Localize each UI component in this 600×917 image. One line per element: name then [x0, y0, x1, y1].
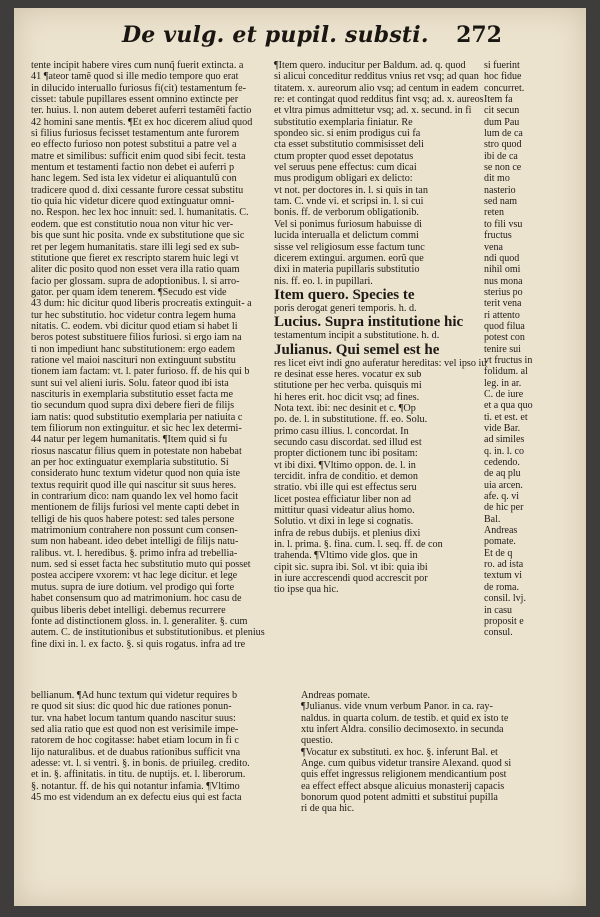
text-line: si alicui conceditur redditus vnius ret vsq; ad quan	[274, 71, 479, 83]
marginal-notes-column	[484, 60, 576, 720]
text-line: ret per legem humanitatis. stare illi legi sed ex sub-	[31, 241, 240, 253]
bottom-column-right	[301, 690, 576, 815]
text-line: vide Bar.	[484, 423, 521, 434]
text-line: Item fa	[484, 94, 513, 106]
text-line: in contrarium dico: nam quando lex vel homo facit	[31, 491, 239, 503]
text-line: ti non impediunt hanc substitutionem: ergo eadem	[31, 343, 236, 355]
text-line: eo effecto furioso non potest substitui a patre vel a	[31, 139, 237, 151]
text-line: proposit e	[484, 615, 524, 627]
text-line: hoc fidue	[484, 71, 522, 83]
text-line: mittitur quasi videatur alius homo.	[274, 505, 415, 517]
text-line: Vel si ponimus furiosum habuisse di	[274, 218, 422, 230]
text-line: pomate.	[484, 536, 516, 548]
text-line: lucida interualla et delictum commi	[274, 230, 419, 242]
text-line: Et de q	[484, 547, 513, 559]
text-line: dixi in materia pupillaris substitutio	[274, 264, 420, 276]
text-line: ratorem de hoc cogitasse: habet etiam locum in fi c	[31, 735, 239, 747]
text-line: et vltra pimus admittetur vsq; ad. x. secund. in fi	[274, 105, 472, 117]
text-line: no. Respon. hec lex hoc innuit: sed. l. humanitatis. C.	[31, 207, 249, 219]
text-line: tur. vna habet locum tantum quando nascitur suus:	[31, 712, 236, 724]
text-line: an per hoc extinguatur exemplaria substitutio. Si	[31, 457, 229, 469]
text-line: tam. C. vnde vi. et scripsi in. l. si cui	[274, 196, 424, 208]
text-line: ctum propter quod esset depotatus	[274, 150, 414, 162]
text-line: xtu infert Aldra. consilio decimosexto. in secunda	[301, 724, 504, 736]
text-line: sed alia ratio que est quod non est verisimile impe-	[31, 724, 239, 736]
book-page	[14, 8, 586, 906]
text-line: secundo casu discordat. sed illud est	[274, 436, 422, 448]
text-line: titatem. x. aureorum alio vsq; ad centum in eadem	[274, 82, 479, 94]
text-line: cipit sic. supra ibi. Sol. vt ibi: quia ibi	[274, 561, 428, 573]
text-line: §. notantur. ff. de his qui notantur infamia. ¶Vltimo	[31, 780, 240, 792]
text-line: ndi quod	[484, 252, 520, 264]
text-line: textus requirit quod ille qui nascitur sit suus heres.	[31, 479, 237, 491]
text-line: de aq plu	[484, 468, 521, 480]
text-line: considerato hunc textum videtur quod non quia iste	[31, 468, 241, 480]
text-line: fonte ad distinctionem gloss. in. l. generaliter. §. cum	[31, 615, 248, 627]
text-line: mentionem de filijs furiosi vel mente capti debet in	[31, 502, 240, 514]
text-line: afe. q. vi	[484, 491, 519, 503]
text-line: textum vi	[484, 570, 523, 582]
text-line: spondeo sic. si enim prodigus cui fa	[274, 128, 421, 140]
text-line: telligi de his quos habere potest: sed tales persone	[31, 513, 235, 525]
text-line: stro quod	[484, 139, 522, 151]
text-line: et a qua quo	[484, 400, 533, 412]
text-line: eodem. que est constitutio noua non vitur hic ver-	[31, 218, 234, 230]
text-line: tur hec substitutio. hoc videtur contra legem huma	[31, 309, 236, 321]
text-line: terit vena	[484, 298, 522, 310]
text-line: bellianum. ¶Ad hunc textum qui videtur requires b	[31, 690, 238, 701]
text-line: Andreas	[484, 525, 518, 537]
text-line: propter dictionem tunc ibi positam:	[274, 448, 418, 460]
text-line: Julianus. Qui semel est he	[274, 341, 440, 358]
text-line: bis que sunt hic posita. vnde ex substitutione que sic	[31, 230, 245, 242]
text-line: quibus liberis debet intelligi. debemus recurrere	[31, 604, 226, 616]
text-line: in dilucido interuallo furiosus fi(cit) testamentum fe-	[31, 82, 247, 94]
text-line: de roma.	[484, 581, 519, 593]
text-line: postea accipere vxorem: vt hac lege dicitur. et lege	[31, 570, 238, 582]
text-line: gator. per quam idem tenerem. ¶Secudo est vide	[31, 286, 227, 298]
text-line: consul.	[484, 627, 513, 639]
text-line: iam natis: quod substitutio exemplaria per natiuita c	[31, 411, 243, 423]
text-line: vena	[484, 241, 503, 253]
text-line: beros potest substituere filios furiosi. si ergo iam na	[31, 332, 242, 344]
text-line: in. l. prima. §. fina. cum. l. seq. ff. de con	[274, 539, 443, 551]
text-line: matre et similibus: sufficit enim quod sibi fecit. testa	[31, 150, 246, 162]
text-line: Nota text. ibi: nec desinit et c. ¶Op	[274, 402, 416, 414]
text-line: sed nam	[484, 196, 518, 208]
text-line: in casu	[484, 604, 513, 616]
text-line: ad similes	[484, 434, 525, 446]
text-line: fructus	[484, 230, 512, 242]
text-line: cisset: tabule pupillares essent omnino extincte per	[31, 94, 239, 106]
text-line: dicerem extingui. argumen. eorũ que	[274, 252, 424, 264]
text-line: tercidit. infra de conditio. et demon	[274, 471, 418, 482]
text-line: Andreas pomate.	[301, 690, 371, 701]
text-line: stitutione que fieret ex rescripto starem huic legi vt	[31, 252, 239, 264]
text-line: cedendo.	[484, 457, 520, 469]
text-line: in iure accrescendi quod accrescit por	[274, 573, 428, 585]
text-line: nascituris in exemplaria substitutio esset facta me	[31, 388, 233, 400]
text-line: ralibus. vt. l. heredibus. §. primo infra ad trebellia-	[31, 547, 238, 559]
text-line: 45 mo est videndum an ex defectu eius qui est facta	[31, 792, 242, 804]
text-line: nasterio	[484, 184, 516, 196]
text-line: Solutio. vt dixi in lege si cognatis.	[274, 516, 414, 528]
text-line: vt not. per doctores in. l. si quis in tan	[274, 184, 428, 196]
text-line: substitutio exemplaria finiatur. Re	[274, 116, 413, 128]
text-line: re desinat esse heres. vocatur ex sub	[274, 368, 422, 380]
text-line: de hic per	[484, 502, 524, 514]
text-line: testamentum incipit a substitutione. h. d.	[274, 330, 440, 342]
text-line: tio ipse qua hic.	[274, 584, 339, 596]
text-line: riosus nascatur filius quem in potestate non habebat	[31, 445, 242, 457]
text-line: mutus. supra de iure dotium. vel prodigo qui forte	[31, 581, 235, 593]
text-line: to fili vsu	[484, 218, 523, 230]
text-line: se non ce	[484, 162, 522, 174]
text-line: tradicere quod d. dixi cessante furore cessat substitu	[31, 184, 244, 196]
text-line: ibi de ca	[484, 150, 518, 162]
bottom-column-left	[31, 690, 293, 803]
text-line: bonorum quod potent admitti et substitui pupilla	[301, 792, 498, 804]
text-line: si fuerint	[484, 60, 520, 71]
text-line: matrimonium contrahere non possunt cum consen-	[31, 525, 238, 537]
text-line: mentum et testamenti factio non debet ei auferri p	[31, 162, 235, 174]
text-line: nus mona	[484, 275, 523, 287]
text-line: res licet eivt indi gno auferatur hereditas: vel ipso iu	[274, 357, 487, 369]
text-line: hanc legem. Sed ista lex videtur ei aliquantulũ con	[31, 173, 237, 185]
text-line: vel seruus pene effectus: cum dicai	[274, 162, 417, 174]
text-line: tio quia hic videtur dicere quod extinguatur omni-	[31, 196, 235, 208]
text-line: concurret.	[484, 82, 525, 94]
text-line: 41 ¶ateor tamẽ quod si ille medio tempore quo erat	[31, 71, 239, 83]
text-line: aliter dic posito quod non esset vera illa ratio quam	[31, 264, 240, 276]
text-line: dum Pau	[484, 116, 520, 128]
commentary-column-middle	[274, 60, 487, 690]
text-line: ri de qua hic.	[301, 803, 355, 815]
text-line: 43 dum: hic dicitur quod liberis procreatis extinguit- a	[31, 298, 252, 310]
text-line: cit secun	[484, 105, 520, 117]
text-line: sterius po	[484, 286, 523, 298]
text-line: lum de ca	[484, 128, 523, 140]
text-line: questio.	[301, 735, 333, 747]
text-line: nihil omi	[484, 264, 521, 276]
text-line: uia arcen.	[484, 479, 523, 491]
text-line: naldus. in quarta colum. de testib. et quid ex isto te	[301, 712, 509, 724]
text-line: stitutione per hec verba. quisquis mi	[274, 380, 422, 392]
text-line: num. sed si esset facta hec substitutio muto qui posset	[31, 559, 251, 571]
text-line: reten	[484, 207, 504, 219]
text-line: autem. C. de institutionibus et substitutionibus. et plenius	[31, 627, 265, 639]
text-line: si filius furiosus fecisset testamentum ante furorem	[31, 128, 240, 140]
text-line: stratio. vbi ille qui est effectus seru	[274, 482, 417, 494]
text-line: consil. lvj.	[484, 593, 526, 605]
text-line: trahenda. ¶Vltimo vide glos. que in	[274, 550, 418, 562]
text-line: licet postea efficiatur liber non ad	[274, 493, 412, 505]
text-line: Ange. cum quibus videtur transire Alexand. quod si	[301, 758, 512, 770]
text-line: ter. huius. l. non autem deberet auferri testamẽti factio	[31, 105, 252, 117]
text-line: habet consensum quo ad matrimonium. hoc casu de	[31, 593, 242, 605]
text-line: ¶Item quero. inducitur per Baldum. ad. q. quod	[274, 60, 466, 71]
text-line: ro. ad ista	[484, 559, 524, 571]
text-line: Item quero. Species te	[274, 286, 415, 303]
text-line: folidum. al	[484, 366, 528, 378]
text-line: hi heres erit. hoc dicit vsq; ad fines.	[274, 391, 420, 403]
text-line: cta esset substitutio commisisset deli	[274, 139, 424, 151]
text-line: leg. in ar.	[484, 377, 522, 389]
text-line: tente incipit habere vires cum nunq̃ fuerit extincta. a	[31, 60, 244, 71]
text-line: lijo naturalibus. et de duabus rationibus sufficit vna	[31, 746, 241, 758]
text-line: Lucius. Supra institutione hic	[274, 314, 464, 331]
text-line: facio per glossam. supra de adoptionibus. l. si arro-	[31, 275, 240, 287]
text-line: ti. et est. et	[484, 411, 528, 423]
folio-number: 272	[456, 22, 502, 48]
text-line: tionem iam factam: vt. l. pater furioso. ff. de his qui b	[31, 366, 250, 378]
text-line: sisse vel religiosum esse factum tunc	[274, 241, 425, 253]
text-line: ratione vel maioi nascituri non extinguunt substitu	[31, 354, 236, 366]
text-line: ri attento	[484, 309, 520, 321]
page-header	[122, 22, 502, 52]
text-line: ¶Julianus. vide vnum verbum Panor. in ca. ray-	[301, 701, 493, 713]
text-line: sunt sui vel alieni iuris. Solu. fateor quod ibi ista	[31, 377, 229, 389]
text-line: po. de. l. in substitutione. ff. eo. Solu.	[274, 414, 428, 426]
text-line: potest con	[484, 332, 525, 344]
text-line: vt fructus in	[484, 354, 533, 366]
text-line: et in. §. affinitatis. in titu. de nuptijs. et. l. liberorum.	[31, 769, 246, 781]
text-line: re quod sit sius: dic quod hic due rationes ponun-	[31, 701, 232, 713]
text-line: fine dixi in. l. ex facto. §. si quis rogatus. infra ad tre	[31, 638, 246, 650]
text-line: tenire sui	[484, 343, 521, 355]
text-line: ea effect effect absque alicuius monasterij capacis	[301, 780, 505, 792]
text-line: bonis. ff. de verborum obligationib.	[274, 207, 419, 219]
text-line: nitatis. C. eodem. vbi dicitur quod etiam si habet li	[31, 320, 238, 332]
text-line: dit mo	[484, 173, 510, 185]
text-line: Bal.	[484, 513, 501, 525]
text-line: sum non habeant. ideo debet intelligi de filijs natu-	[31, 536, 239, 548]
text-line: primo casu illius. l. concordat. In	[274, 425, 409, 437]
text-line: vt ibi dixi. ¶Vltimo oppon. de. l. in	[274, 459, 416, 471]
text-line: adesse: vt. l. si ventri. §. in bonis. de priuileg. credito.	[31, 758, 250, 770]
text-line: tem filiorum non extinguitur. et sic hec lex determi-	[31, 423, 242, 434]
text-line: nis. ff. eo. l. in pupillari.	[274, 275, 373, 287]
text-line: 42 homini sane mentis. ¶Et ex hoc dicerem aliud quod	[31, 116, 253, 128]
text-line: q. in. l. co	[484, 445, 524, 457]
text-line: re: et contingat quod redditus fint vsq; ad. x. aureos	[274, 94, 484, 106]
text-line: tio secundum quod supra dixi debere fieri de filijs	[31, 400, 235, 412]
commentary-column-left	[31, 60, 283, 720]
text-line: 44 natur per legem humanitatis. ¶Item quid si fu	[31, 434, 228, 446]
text-line: quis effet ingressus religionem mendicantium post	[301, 769, 507, 781]
text-line: ¶Vocatur ex substituti. ex hoc. §. inferunt Bal. et	[301, 746, 498, 758]
text-line: quod filua	[484, 320, 525, 332]
text-line: mus prodigum obligari ex delicto:	[274, 173, 413, 185]
text-line: C. de iure	[484, 388, 524, 400]
running-title: De vulg. et pupil. substi.	[122, 22, 429, 48]
text-line: infra de rebus dubijs. et plenius dixi	[274, 527, 421, 539]
text-line: poris derogat generi temporis. h. d.	[274, 302, 417, 314]
